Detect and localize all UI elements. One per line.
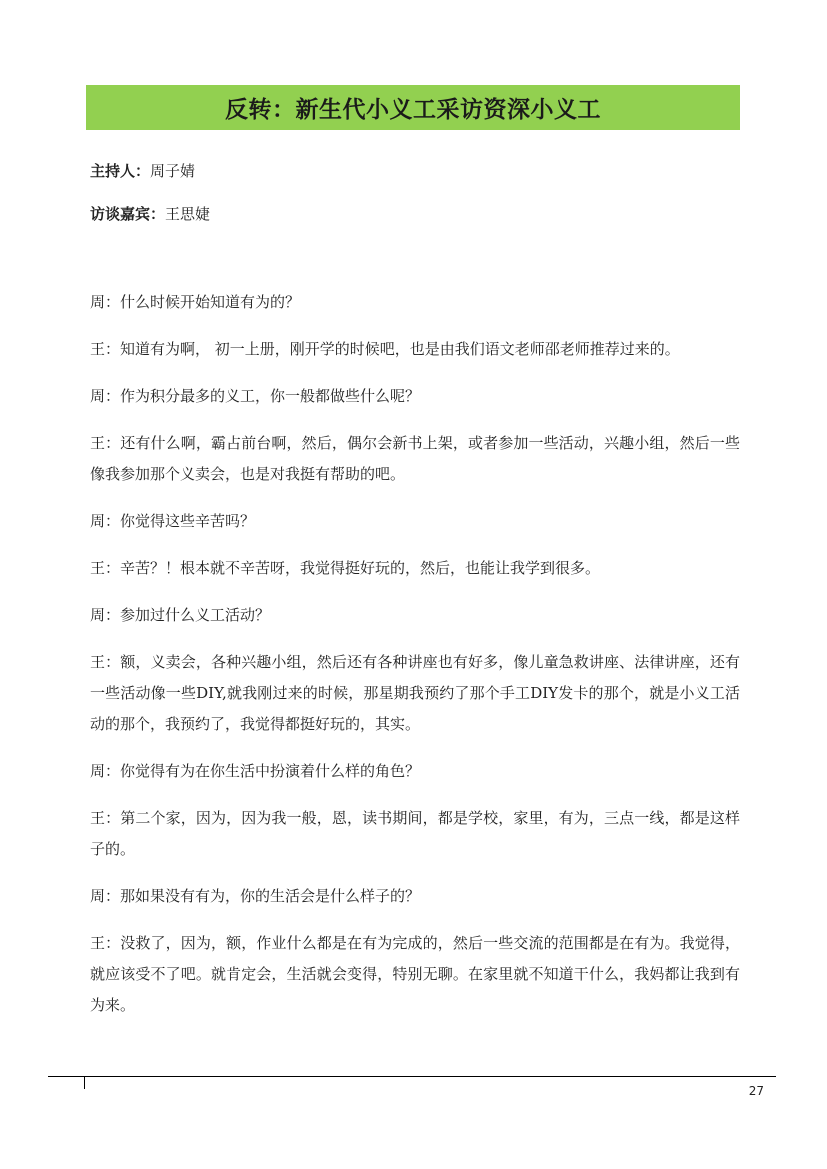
dialog-line: 周：你觉得有为在你生活中扮演着什么样的角色？ bbox=[90, 762, 421, 780]
dialog-line: 王：第二个家，因为，因为我一般，恩，读书期间，都是学校，家里，有为，三点一线，都是这样子的。 bbox=[90, 809, 740, 858]
dialog-line: 王：知道有为啊， 初一上册，刚开学的时候吧，也是由我们语文老师邵老师推荐过来的。 bbox=[90, 340, 680, 358]
footer-divider bbox=[48, 1076, 776, 1077]
page-title: 反转：新生代小义工采访资深小义工 bbox=[225, 97, 601, 123]
host-name: 周子婧 bbox=[150, 162, 196, 180]
dialog-line: 周：参加过什么义工活动？ bbox=[90, 606, 271, 624]
dialog-line: 王：额，义卖会，各种兴趣小组，然后还有各种讲座也有好多，像儿童急救讲座、法律讲座，还有一些活动像一些DIY,就我刚过来的时候，那星期我预约了那个手工DIY发卡的那个，就是小义工活动的那个，我预约了，我觉得都挺好玩的，其实。 bbox=[90, 653, 740, 733]
dialog-line: 王：辛苦？！根本就不辛苦呀，我觉得挺好玩的，然后，也能让我学到很多。 bbox=[90, 559, 601, 577]
guest-label: 访谈嘉宾： bbox=[90, 205, 166, 223]
host-line bbox=[90, 160, 195, 181]
guest-line bbox=[90, 203, 210, 224]
footer-tick-mark bbox=[84, 1077, 85, 1089]
dialog-line: 王：没救了，因为，额，作业什么都是在有为完成的，然后一些交流的范围都是在有为。我觉得，就应该受不了吧。就肯定会，生活就会变得，特别无聊。在家里就不知道干什么，我妈都让我到有为来。 bbox=[90, 934, 740, 1014]
dialog-line: 周：你觉得这些辛苦吗？ bbox=[90, 512, 256, 530]
dialog-line: 周：那如果没有有为，你的生活会是什么样子的？ bbox=[90, 887, 421, 905]
dialog-line: 王：还有什么啊，霸占前台啊，然后，偶尔会新书上架，或者参加一些活动，兴趣小组，然后一些像我参加那个义卖会，也是对我挺有帮助的吧。 bbox=[90, 434, 740, 483]
page-number: 27 bbox=[748, 1084, 764, 1098]
title-banner bbox=[86, 85, 740, 130]
interview-dialog bbox=[90, 287, 740, 1037]
dialog-line: 周：什么时候开始知道有为的？ bbox=[90, 293, 301, 311]
guest-name: 王思婕 bbox=[165, 205, 211, 223]
host-label: 主持人： bbox=[90, 162, 151, 180]
dialog-line: 周：作为积分最多的义工，你一般都做些什么呢？ bbox=[90, 387, 421, 405]
